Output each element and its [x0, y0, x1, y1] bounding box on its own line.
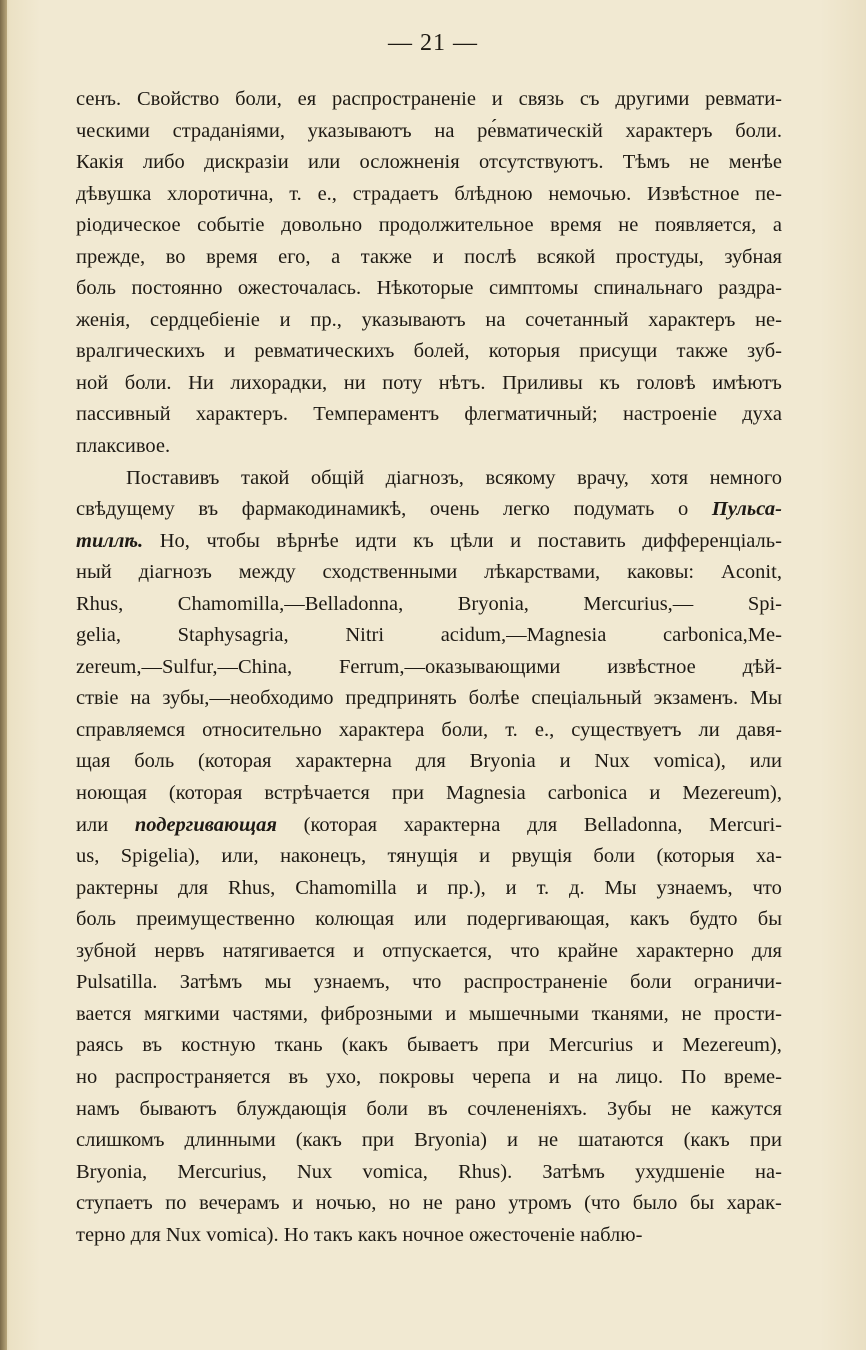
text-line: рактерны для Rhus, Chamomilla и пр.), и т. д. Мы узнаемъ, что — [76, 876, 782, 899]
text-line: справляемся относительно характера боли, т. е., существуетъ ли давя- — [76, 718, 782, 741]
text-line: gelia, Staphysagria, Nitri acidum,—Magnesia carbonica,Me- — [76, 624, 782, 647]
text-line: Поставивъ такой общій діагнозъ, всякому врачу, хотя немного — [126, 466, 782, 489]
text-line: ной боли. Ни лихорадки, ни поту нѣтъ. Приливы къ головѣ имѣютъ — [76, 371, 782, 394]
text-line: дѣвушка хлоротична, т. е., страдаетъ блѣдною немочью. Извѣстное пе- — [76, 182, 782, 205]
text-line: zereum,—Sulfur,—China, Ferrum,—оказывающими извѣстное дѣй- — [76, 655, 782, 678]
text-line: вралгическихъ и ревматическихъ болей, которыя присущи также зуб- — [76, 340, 782, 363]
text-line: слишкомъ длинными (какъ при Bryonia) и не шатаются (какъ при — [76, 1129, 782, 1152]
text-line: боль преимущественно колющая или подергивающая, какъ будто бы — [76, 908, 782, 931]
text-line: прежде, во время его, а также и послѣ всякой простуды, зубная — [76, 245, 782, 268]
paragraph — [76, 463, 782, 1252]
text-line: ріодическое событіе довольно продолжительное время не появляется, а — [76, 214, 782, 237]
text-line: us, Spigelia), или, наконецъ, тянущія и рвущія боли (которыя ха- — [76, 845, 782, 868]
text-line: Какія либо дискразіи или осложненія отсутствуютъ. Тѣмъ не менѣе — [76, 151, 782, 174]
text-line: женія, сердцебіеніе и пр., указываютъ на сочетанный характеръ не- — [76, 308, 782, 331]
text-line: вается мягкими частями, фиброзными и мышечными тканями, не прости- — [76, 1002, 782, 1025]
paragraph — [76, 84, 782, 463]
text-line: ствіе на зубы,—необходимо предпринять болѣе спеціальный экзаменъ. Мы — [76, 687, 782, 710]
page-number: — 21 — — [388, 30, 478, 56]
text-line: но распространяется въ ухо, покровы черепа и на лицо. По време- — [76, 1065, 782, 1088]
body-text — [76, 84, 782, 1251]
text-line: Bryonia, Mercurius, Nux vomica, Rhus). Затѣмъ ухудшеніе на- — [76, 1160, 782, 1183]
text-line: Pulsatilla. Затѣмъ мы узнаемъ, что распространеніе боли ограничи- — [76, 971, 782, 994]
text-line: зубной нервъ натягивается и отпускается, что крайне характерно для — [76, 939, 782, 962]
text-line: терно для Nux vomica). Но такъ какъ ночное ожесточеніе наблю- — [76, 1223, 643, 1246]
text-line: щая боль (которая характерна для Bryonia и Nux vomica), или — [76, 750, 782, 773]
page-spine-edge — [0, 0, 7, 1350]
text-line: плаксивое. — [76, 435, 171, 458]
text-line: боль постоянно ожесточалась. Нѣкоторые симптомы спинальнаго раздра- — [76, 277, 782, 300]
text-line: или подергивающая (которая характерна для Belladonna, Mercuri- — [76, 813, 782, 836]
text-line: ступаетъ по вечерамъ и ночью, но не рано утромъ (что было бы харак- — [76, 1192, 782, 1215]
text-line: ноющая (которая встрѣчается при Magnesia carbonica и Mezereum), — [76, 782, 782, 805]
text-line: ческими страданіями, указываютъ на ре́вматическій характеръ боли. — [76, 119, 782, 142]
text-line: тиллѣ. Но, чтобы вѣрнѣе идти къ цѣли и поставить дифференціаль- — [76, 529, 782, 552]
text-line: намъ бываютъ блуждающія боли въ сочлененіяхъ. Зубы не кажутся — [76, 1097, 782, 1120]
text-line: сенъ. Свойство боли, ея распространеніе и связь съ другими ревмати- — [76, 88, 782, 110]
text-line: Rhus, Chamomilla,—Belladonna, Bryonia, Mercurius,— Spi- — [76, 592, 782, 615]
text-line: пассивный характеръ. Темпераментъ флегматичный; настроеніе духа — [76, 403, 782, 426]
text-line: свѣдущему въ фармакодинамикѣ, очень легко подумать о Пульса- — [76, 498, 782, 521]
text-line: раясь въ костную ткань (какъ бываетъ при Mercurius и Mezereum), — [76, 1034, 782, 1057]
text-line: ный діагнозъ между сходственными лѣкарствами, каковы: Aconit, — [76, 561, 782, 584]
